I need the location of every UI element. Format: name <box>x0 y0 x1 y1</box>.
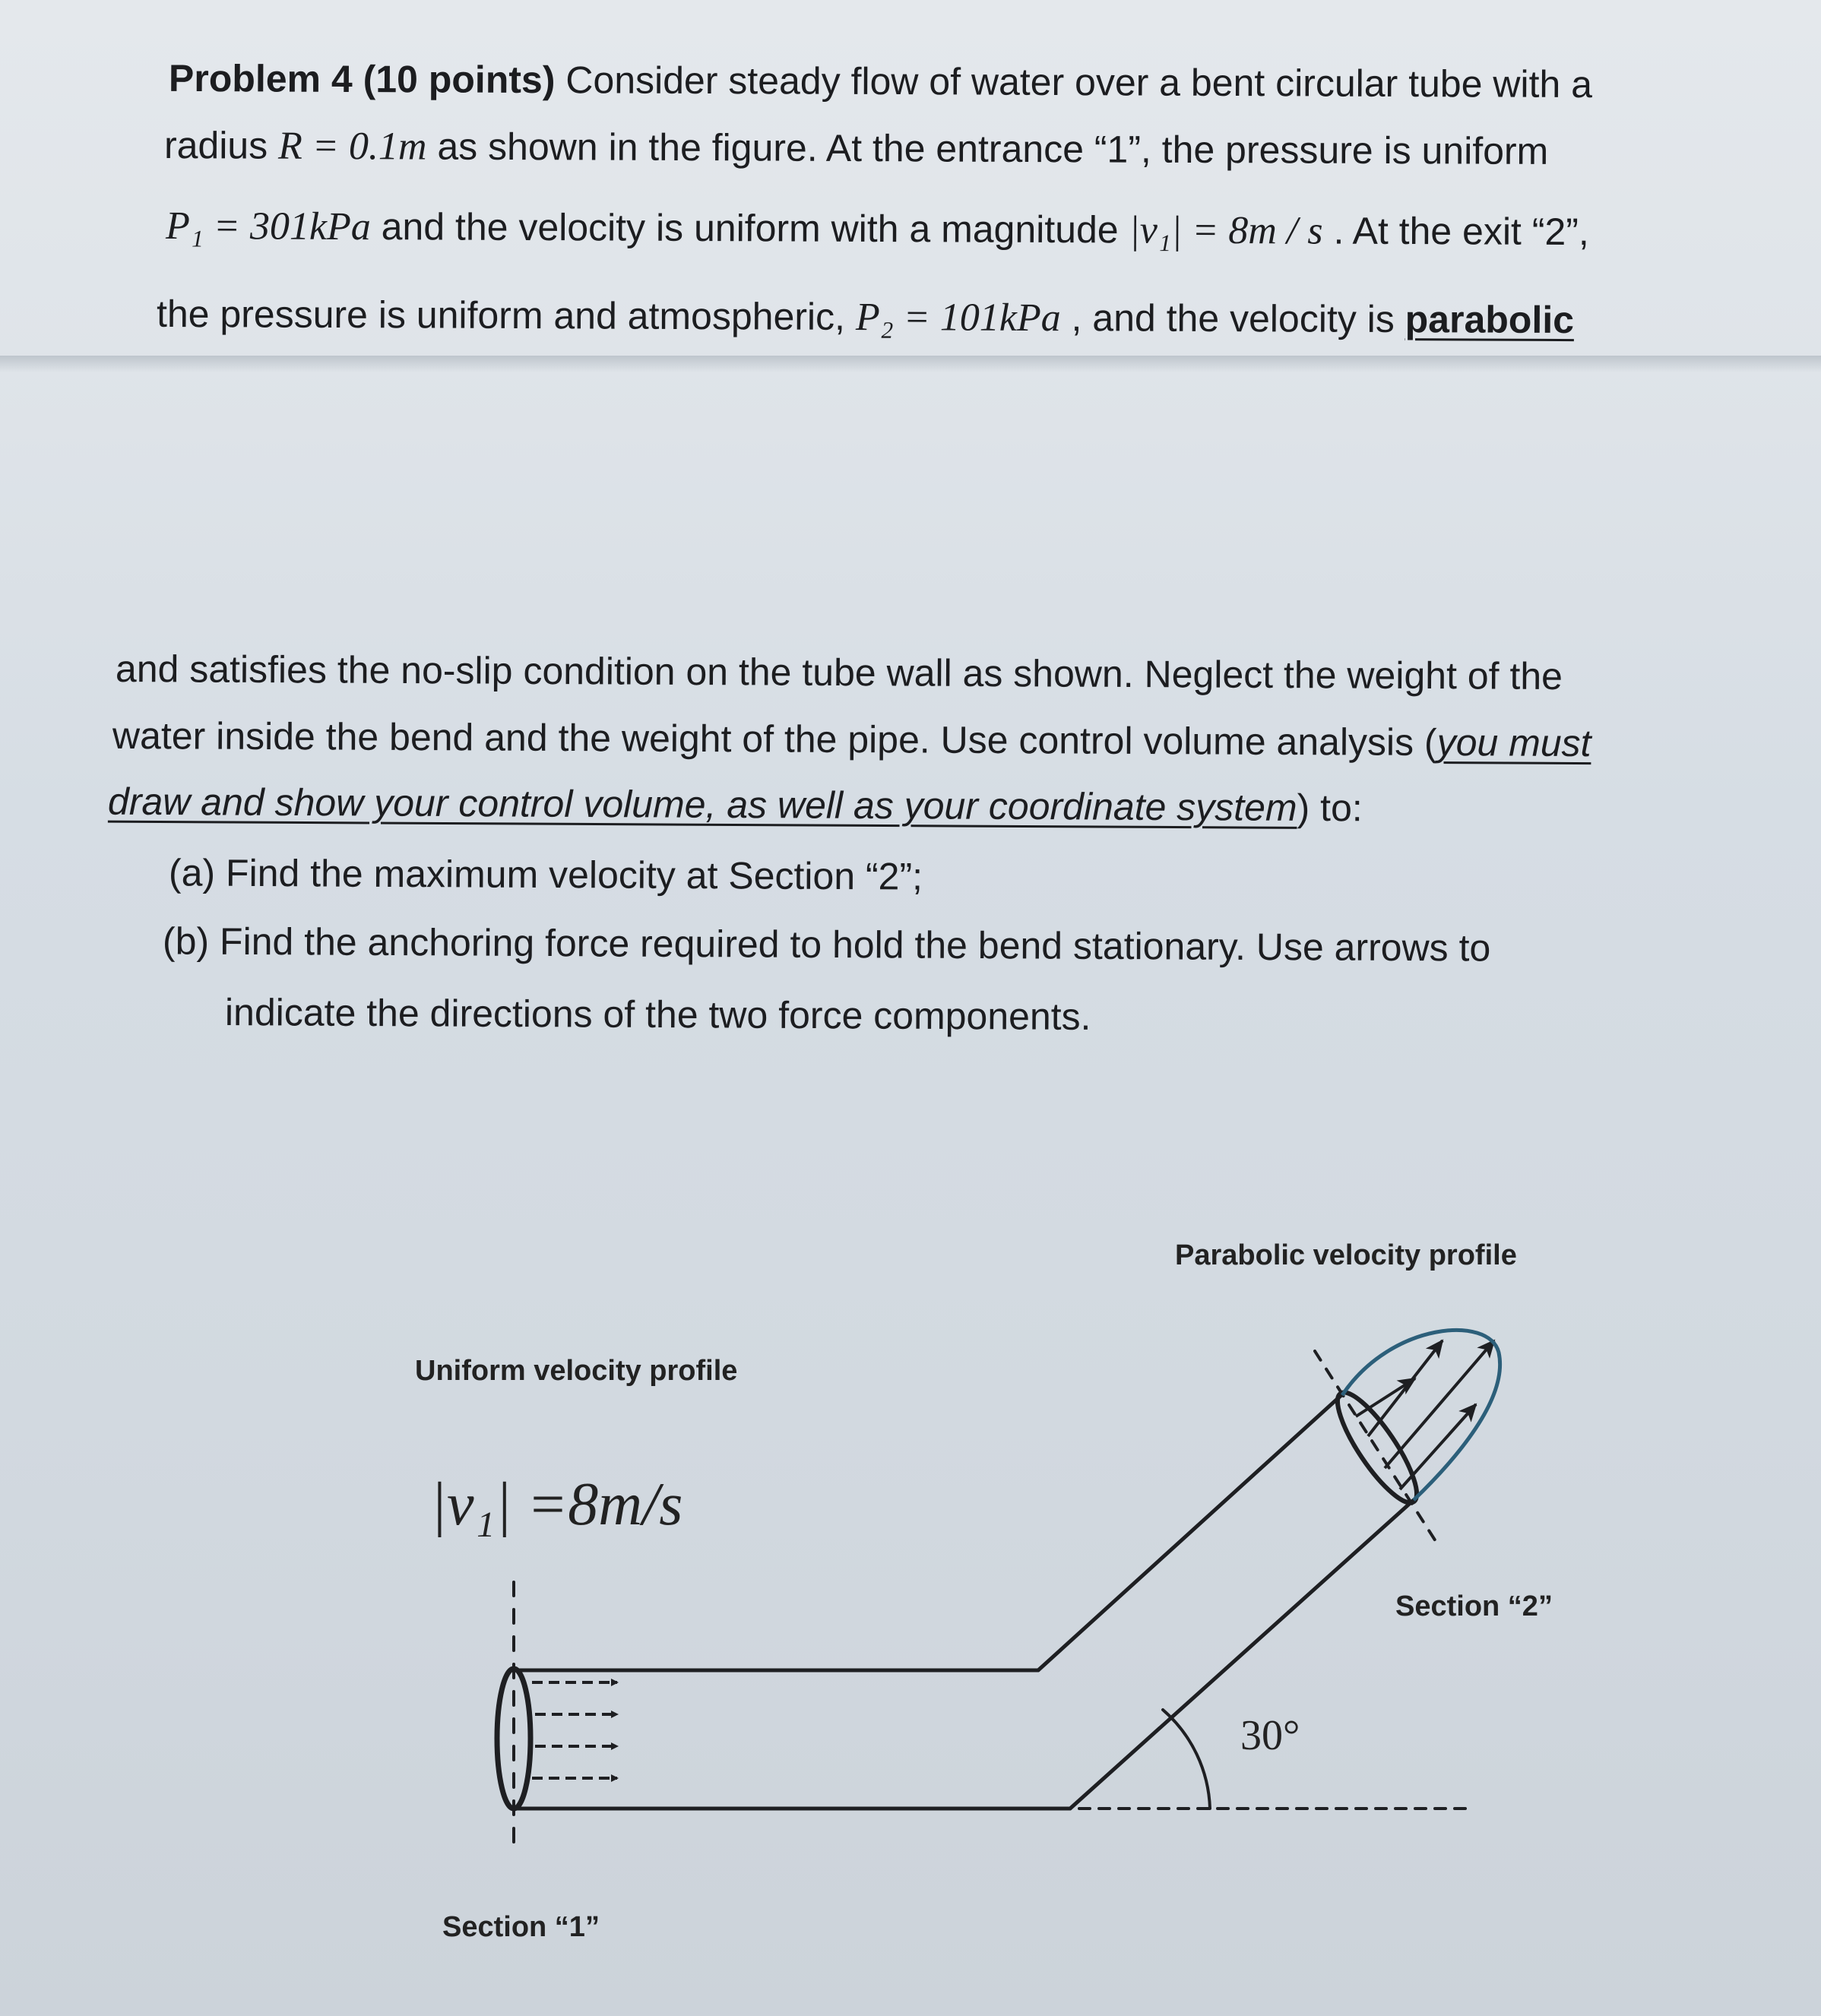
problem-line-2-a: radius <box>163 124 268 167</box>
cv-instruction: draw and show your control volume, as well as your coordinate system <box>107 780 1297 829</box>
label-section-2: Section “2” <box>1395 1590 1553 1622</box>
inlet-pressure: P₁ = 301kPa <box>165 204 371 249</box>
label-uniform-profile: Uniform velocity profile <box>415 1355 738 1387</box>
part-a-text: (a) Find the maximum velocity at Section “2”; <box>168 851 923 898</box>
parabolic-keyword: parabolic <box>1405 298 1575 342</box>
problem-heading: Problem 4 (10 points) <box>168 56 556 102</box>
label-v1: |v₁| =8m/s <box>430 1471 683 1538</box>
inlet-velocity-arrows <box>532 1682 617 1778</box>
problem-line-3-b: . At the exit “2”, <box>1333 209 1589 254</box>
label-parabolic-profile: Parabolic velocity profile <box>1175 1239 1517 1271</box>
label-section-1: Section “1” <box>442 1911 600 1943</box>
bend-top-wall <box>1038 1395 1341 1670</box>
part-b-text-2: indicate the directions of the two force components. <box>224 991 1091 1038</box>
inlet-velocity: |v₁| = 8m / s <box>1129 208 1323 253</box>
parabolic-profile-curve <box>1342 1330 1500 1500</box>
part-b-text-1: (b) Find the anchoring force required to hold the bend stationary. Use arrows to <box>162 919 1491 970</box>
tube-outline <box>497 1351 1471 1847</box>
outlet-pressure: P₂ = 101kPa <box>855 295 1061 340</box>
bend-bottom-wall <box>1070 1500 1414 1809</box>
section-2-cut-line <box>1315 1351 1439 1547</box>
angle-arc <box>1163 1710 1210 1809</box>
label-angle: 30° <box>1240 1712 1300 1759</box>
cv-instruction-start: you must <box>1436 721 1591 765</box>
problem-line-3-a: and the velocity is uniform with a magnitude <box>381 205 1119 252</box>
outlet-arrow-3 <box>1385 1340 1494 1468</box>
problem-line-2-b: as shown in the figure. At the entrance “1”, the pressure is uniform <box>437 125 1549 172</box>
problem-line-6-a: water inside the bend and the weight of the pipe. Use control volume analysis ( <box>112 714 1437 764</box>
problem-line-7-b: ) to: <box>1297 786 1363 830</box>
problem-line-1-text: Consider steady flow of water over a bent circular tube with a <box>565 59 1593 106</box>
radius-value: R = 0.1m <box>277 124 427 169</box>
problem-line-4-b: , and the velocity is <box>1071 296 1395 341</box>
problem-line-4-a: the pressure is uniform and atmospheric, <box>156 292 846 338</box>
problem-line-5-text: and satisfies the no-slip condition on the tube wall as shown. Neglect the weight of the <box>115 647 1563 698</box>
outlet-arrow-1 <box>1356 1378 1415 1416</box>
